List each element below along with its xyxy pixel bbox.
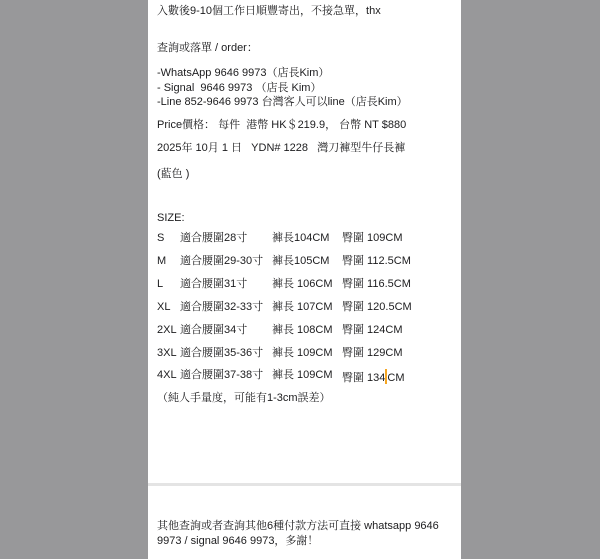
size-row-xl[interactable] bbox=[148, 301, 461, 314]
length-value[interactable]: 褲長 108CM bbox=[272, 324, 333, 336]
size-label[interactable]: S bbox=[157, 232, 165, 244]
size-label[interactable]: M bbox=[157, 255, 167, 267]
hip-value[interactable]: 臀圍 116.5CM bbox=[342, 278, 411, 290]
waist-value[interactable]: 適合腰圍28寸 bbox=[180, 232, 248, 244]
footer-note[interactable]: 其他查詢或者查詢其他6種付款方法可直接 whatsapp 9646 9973 / signal 9646 9973，多謝！ bbox=[157, 520, 442, 547]
size-label[interactable]: 3XL bbox=[157, 347, 177, 359]
size-row-4xl[interactable] bbox=[148, 369, 461, 382]
document-page-1[interactable] bbox=[148, 0, 461, 483]
hip-value[interactable]: 臀圍 112.5CM bbox=[342, 255, 411, 267]
waist-value[interactable]: 適合腰圍29-30寸 bbox=[180, 255, 264, 267]
size-row-s[interactable] bbox=[148, 232, 461, 245]
color-line[interactable]: (藍色 ) bbox=[157, 168, 190, 180]
contact-whatsapp[interactable]: -WhatsApp 9646 9973（店長Kim） bbox=[157, 67, 330, 79]
size-label[interactable]: XL bbox=[157, 301, 171, 313]
measure-note[interactable]: （純人手量度，可能有1-3cm誤差） bbox=[157, 392, 331, 404]
hip-value[interactable]: 臀圍 124CM bbox=[342, 324, 403, 336]
waist-value[interactable]: 適合腰圍37-38寸 bbox=[180, 369, 264, 381]
size-label[interactable]: 2XL bbox=[157, 324, 177, 336]
length-value[interactable]: 褲長104CM bbox=[272, 232, 330, 244]
waist-value[interactable]: 適合腰圍31寸 bbox=[180, 278, 248, 290]
hip-after-caret[interactable]: CM bbox=[387, 372, 405, 384]
length-value[interactable]: 褲長 109CM bbox=[272, 369, 333, 381]
waist-value[interactable]: 適合腰圍32-33寸 bbox=[180, 301, 264, 313]
length-value[interactable]: 褲長 107CM bbox=[272, 301, 333, 313]
hip-value[interactable]: 臀圍 109CM bbox=[342, 232, 403, 244]
order-heading[interactable]: 查詢或落單 / order： bbox=[157, 42, 258, 54]
length-value[interactable]: 褲長 109CM bbox=[272, 347, 333, 359]
hip-value[interactable]: 臀圍 120.5CM bbox=[342, 301, 412, 313]
date-product-line[interactable]: 2025年 10月 1 日 YDN# 1228 灣刀褲型牛仔長褲 bbox=[157, 142, 406, 154]
price-line[interactable]: Price價格： 每件 港幣 HK＄219.9， 台幣 NT $880 bbox=[157, 119, 407, 131]
hip-value[interactable]: 臀圍 129CM bbox=[342, 347, 403, 359]
document-page-2[interactable] bbox=[148, 486, 461, 559]
size-row-3xl[interactable] bbox=[148, 347, 461, 360]
hip-before-caret[interactable]: 臀圍 134 bbox=[342, 372, 386, 384]
size-heading[interactable]: SIZE: bbox=[157, 212, 185, 224]
size-label[interactable]: L bbox=[157, 278, 164, 290]
size-row-2xl[interactable] bbox=[148, 324, 461, 337]
size-row-l[interactable] bbox=[148, 278, 461, 291]
waist-value[interactable]: 適合腰圍35-36寸 bbox=[180, 347, 264, 359]
waist-value[interactable]: 適合腰圍34寸 bbox=[180, 324, 248, 336]
length-value[interactable]: 褲長105CM bbox=[272, 255, 330, 267]
contact-signal[interactable]: - Signal 9646 9973 （店長 Kim） bbox=[157, 82, 322, 94]
shipping-note[interactable]: 入數後9-10個工作日順豐寄出，不接急單，thx bbox=[157, 5, 381, 17]
size-row-m[interactable] bbox=[148, 255, 461, 268]
contact-line[interactable]: -Line 852-9646 9973 台灣客人可以line（店長Kim） bbox=[157, 96, 408, 108]
length-value[interactable]: 褲長 106CM bbox=[272, 278, 333, 290]
size-label[interactable]: 4XL bbox=[157, 369, 177, 381]
hip-value[interactable] bbox=[342, 369, 405, 385]
